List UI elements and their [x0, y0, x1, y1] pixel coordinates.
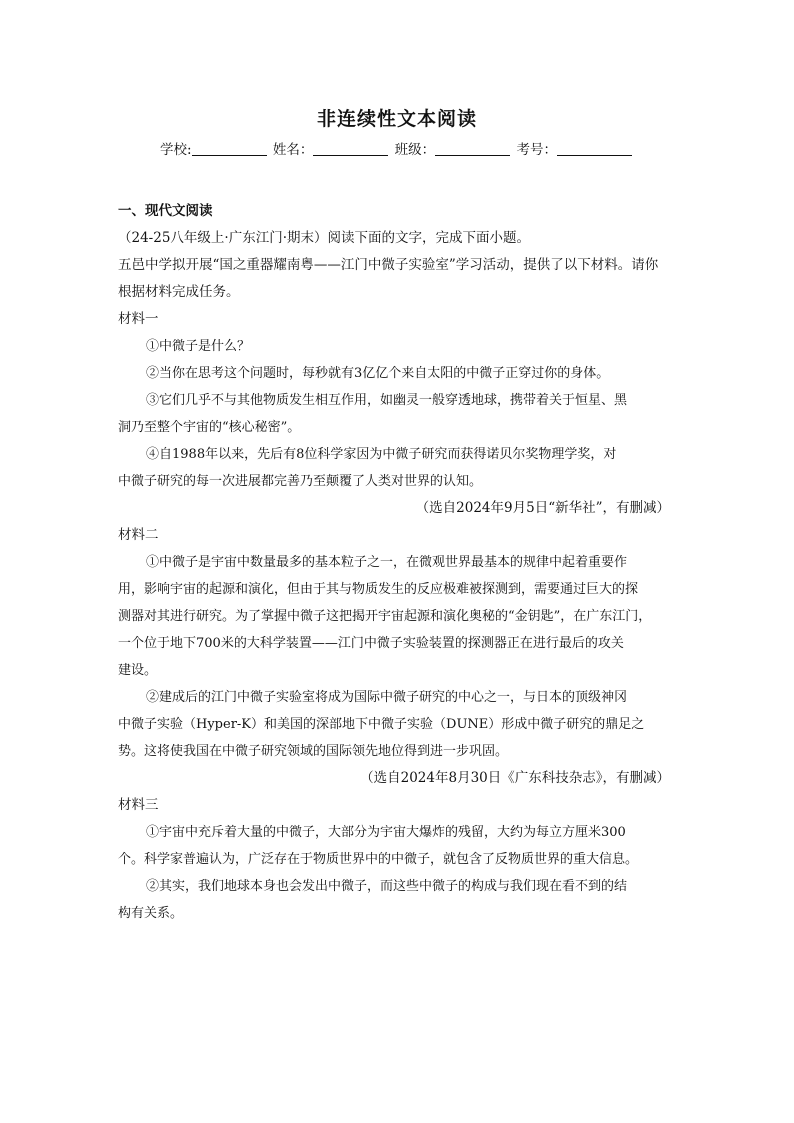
source-note: （选自2024年9月5日“新华社”，有删减） — [415, 500, 670, 516]
paragraph: ②其实，我们地球本身也会发出中微子，而这些中微子的构成与我们现在看不到的结 构有关系。 — [118, 879, 628, 921]
task-line: 根据材料完成任务。 — [118, 284, 240, 300]
task-line: 五邑中学拟开展“国之重器耀南粤——江门中微子实验室”学习活动，提供了以下材料。请你 — [118, 257, 659, 273]
name-blank[interactable] — [313, 141, 388, 156]
source-note: （选自2024年8月30日《广东科技杂志》，有删减） — [360, 770, 670, 786]
id-blank[interactable] — [557, 141, 632, 156]
paragraph: ②建成后的江门中微子实验室将成为国际中微子研究的中心之一，与日本的顶级神冈 中微子实验（Hyper-K）和美国的深部地下中微子实验（DUNE）形成中微子研究的鼎足之 势。这将使我国在中微子研究领域的国际领先地位得到进一步巩固。 — [118, 690, 645, 759]
id-label: 考号： — [516, 142, 557, 158]
paragraph: ①宇宙中充斥着大量的中微子，大部分为宇宙大爆炸的残留，大约为每立方厘米300 个。科学家普遍认为，广泛存在于物质世界中的中微子，就包含了反物质世界的重大信息。 — [118, 825, 639, 867]
paragraph: ④自1988年以来，先后有8位科学家因为中微子研究而获得诺贝尔奖物理学奖，对 中微子研究的每一次进展都完善乃至颠覆了人类对世界的认知。 — [118, 447, 617, 489]
name-label: 姓名： — [272, 142, 314, 158]
material-label: 材料一 — [118, 311, 159, 327]
student-info-line — [0, 138, 794, 158]
page-title: 非连续性文本阅读 — [316, 108, 477, 130]
paragraph: ③它们几乎不与其他物质发生相互作用，如幽灵一般穿透地球，携带着关于恒星、黑 洞乃至整个宇宙的“核心秘密”。 — [118, 393, 628, 435]
class-blank[interactable] — [435, 141, 510, 156]
paragraph: ①中微子是宇宙中数量最多的基本粒子之一，在微观世界最基本的规律中起着重要作 用，影响宇宙的起源和演化，但由于其与物质发生的反应极难被探测到，需要通过巨大的探 测器对其进行研究。为了掌握中微子这把揭开宇宙起源和演化奥秘的“金钥匙”，在广东江门， 一个位于地下700米的大科学装置——江门中微子实验装置的探测器正在进行最后的攻关 建设。 — [118, 555, 652, 678]
material-label: 材料二 — [118, 527, 159, 543]
paragraph: ②当你在思考这个问题时，每秒就有3亿亿个来自太阳的中微子正穿过你的身体。 — [146, 366, 610, 381]
question-intro: （24-25八年级上·广东江门·期末）阅读下面的文字，完成下面小题。 — [118, 230, 530, 246]
section-heading: 一、现代文阅读 — [118, 203, 213, 219]
school-label: 学校: — [160, 142, 192, 158]
material-label: 材料三 — [118, 797, 159, 813]
class-label: 班级： — [394, 142, 436, 158]
paragraph: ①中微子是什么？ — [146, 339, 251, 354]
passage — [118, 198, 678, 927]
school-blank[interactable] — [192, 141, 267, 156]
